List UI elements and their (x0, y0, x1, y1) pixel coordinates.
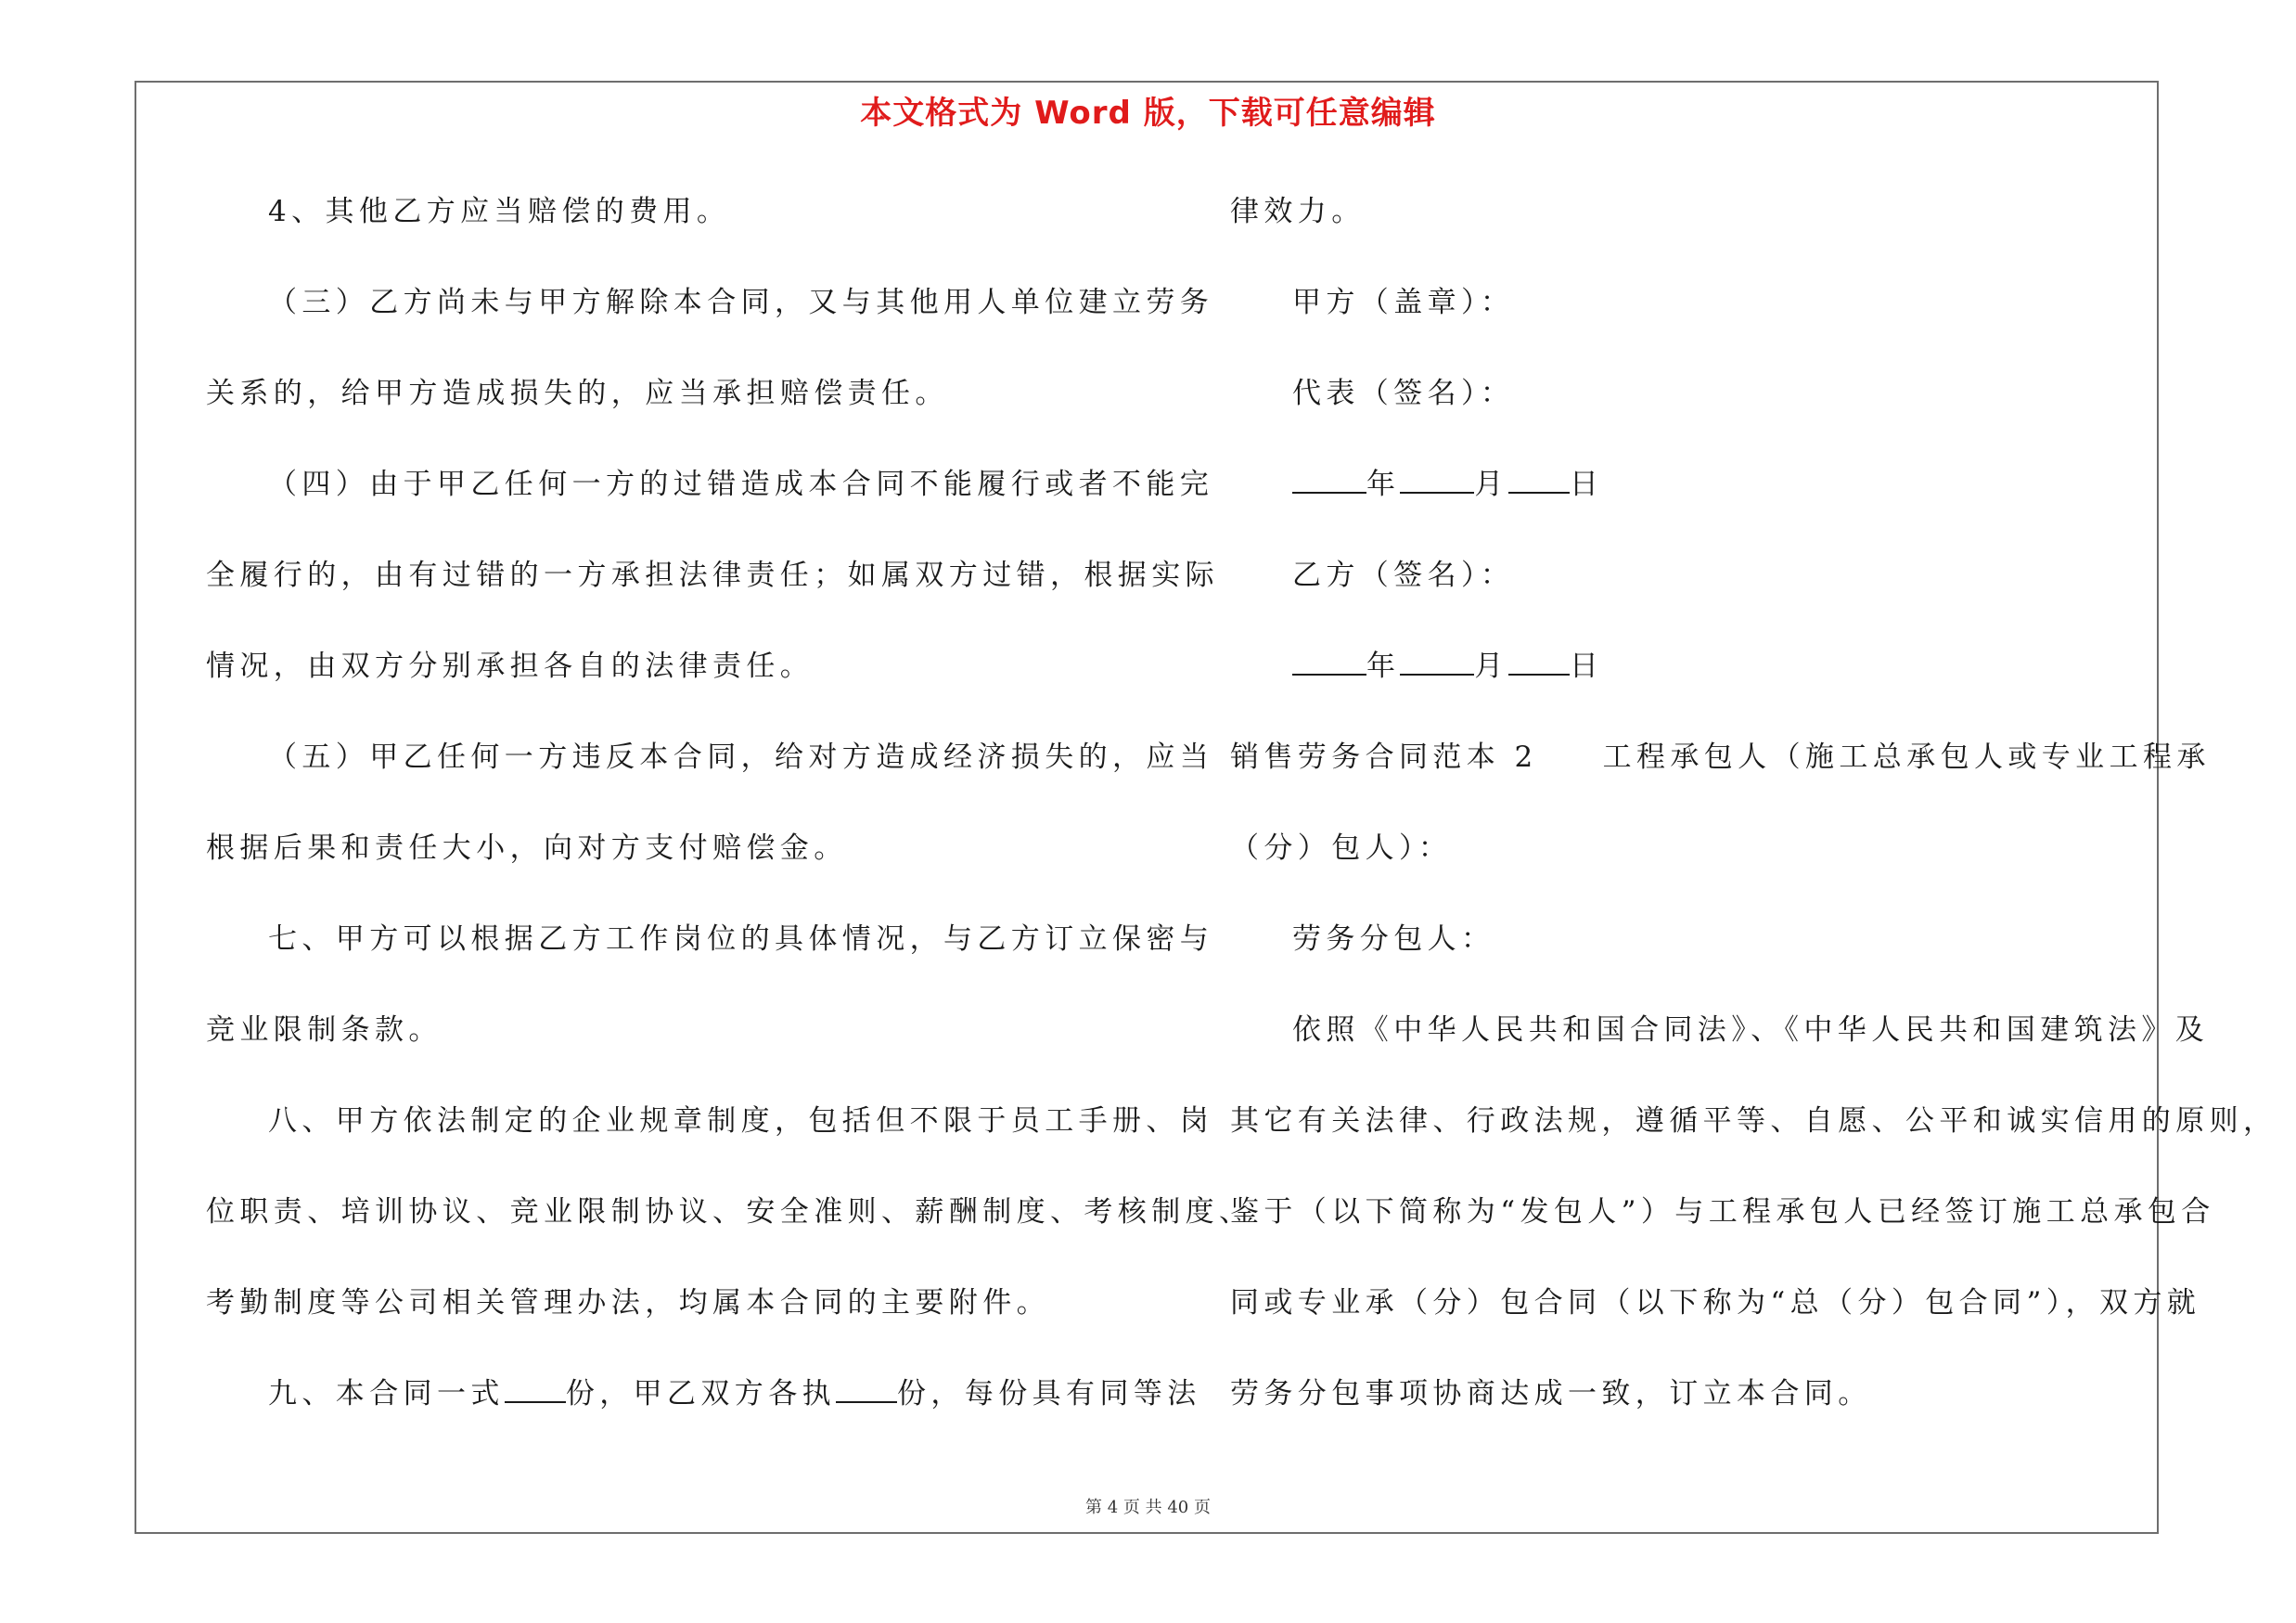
year-blank[interactable] (1292, 650, 1366, 676)
banner-notice: 本文格式为 Word 版，下载可任意编辑 (860, 95, 1436, 132)
paragraph-line: 4、其他乙方应当赔偿的费用。 (268, 195, 731, 228)
paragraph-line: 位职责、培训协议、竞业限制协议、安全准则、薪酬制度、考核制度、 (206, 1195, 1253, 1229)
contractor-label: 工程承包人（施工总承包人或专业工程承 (1602, 741, 2211, 774)
paragraph-line: 全履行的，由有过错的一方承担法律责任；如属双方过错，根据实际 (206, 559, 1219, 592)
year-blank[interactable] (1292, 468, 1366, 494)
paragraph-line: （分）包人）： (1230, 831, 1453, 865)
copies-text-2: 份，甲乙双方各执 (565, 1377, 837, 1410)
party-a-seal-label: 甲方（盖章）： (1292, 286, 1515, 319)
party-a-date-line (1230, 466, 1603, 503)
party-b-date-line (1230, 648, 1603, 685)
year-label: 年 (1366, 650, 1401, 683)
paragraph-line: 其它有关法律、行政法规，遵循平等、自愿、公平和诚实信用的原则， (1230, 1104, 2277, 1138)
paragraph-line: 七、甲方可以根据乙方工作岗位的具体情况，与乙方订立保密与 (268, 922, 1214, 956)
month-label: 月 (1474, 650, 1508, 683)
paragraph-line: （三）乙方尚未与甲方解除本合同，又与其他用人单位建立劳务 (268, 286, 1214, 319)
paragraph-line: 依照《中华人民共和国合同法》、《中华人民共和国建筑法》及 (1292, 1013, 2210, 1047)
copies-total-blank[interactable] (505, 1377, 566, 1403)
representative-signature-label: 代表（签名）： (1292, 377, 1515, 410)
copies-text-3: 份，每份具有同等法 (897, 1377, 1201, 1410)
section-title-line (1230, 739, 2211, 776)
paragraph-line: 竞业限制条款。 (206, 1013, 443, 1047)
party-b-signature-label: 乙方（签名）： (1292, 559, 1515, 592)
labor-subcontractor-label: 劳务分包人： (1292, 922, 1495, 956)
paragraph-line: 同或专业承（分）包合同（以下称为“总（分）包合同”），双方就 (1230, 1286, 2201, 1320)
year-label: 年 (1366, 468, 1401, 501)
paragraph-line: 根据后果和责任大小，向对方支付赔偿金。 (206, 831, 848, 865)
paragraph-line: 鉴于（以下简称为“发包人”）与工程承包人已经签订施工总承包合 (1230, 1195, 2215, 1229)
paragraph-line: 劳务分包事项协商达成一致，订立本合同。 (1230, 1377, 1872, 1410)
paragraph-line: 八、甲方依法制定的企业规章制度，包括但不限于员工手册、岗 (268, 1104, 1214, 1138)
day-blank[interactable] (1508, 650, 1570, 676)
page-number-footer: 第 4 页 共 40 页 (1085, 1498, 1211, 1517)
paragraph-line: 考勤制度等公司相关管理办法，均属本合同的主要附件。 (206, 1286, 1050, 1320)
copies-text-1: 九、本合同一式 (268, 1377, 505, 1410)
month-blank[interactable] (1400, 650, 1474, 676)
paragraph-line: 律效力。 (1230, 195, 1366, 228)
day-blank[interactable] (1508, 468, 1570, 494)
paragraph-line: 情况，由双方分别承担各自的法律责任。 (206, 650, 815, 683)
month-label: 月 (1474, 468, 1508, 501)
month-blank[interactable] (1400, 468, 1474, 494)
copies-each-blank[interactable] (836, 1377, 897, 1403)
day-label: 日 (1569, 650, 1604, 683)
section-title: 销售劳务合同范本 2 (1230, 741, 1538, 774)
paragraph-line: （四）由于甲乙任何一方的过错造成本合同不能履行或者不能完 (268, 468, 1214, 501)
paragraph-line: （五）甲乙任何一方违反本合同，给对方造成经济损失的，应当 (268, 741, 1214, 774)
day-label: 日 (1569, 468, 1604, 501)
paragraph-line: 关系的，给甲方造成损失的，应当承担赔偿责任。 (206, 377, 949, 410)
copies-clause-line (206, 1375, 1201, 1412)
